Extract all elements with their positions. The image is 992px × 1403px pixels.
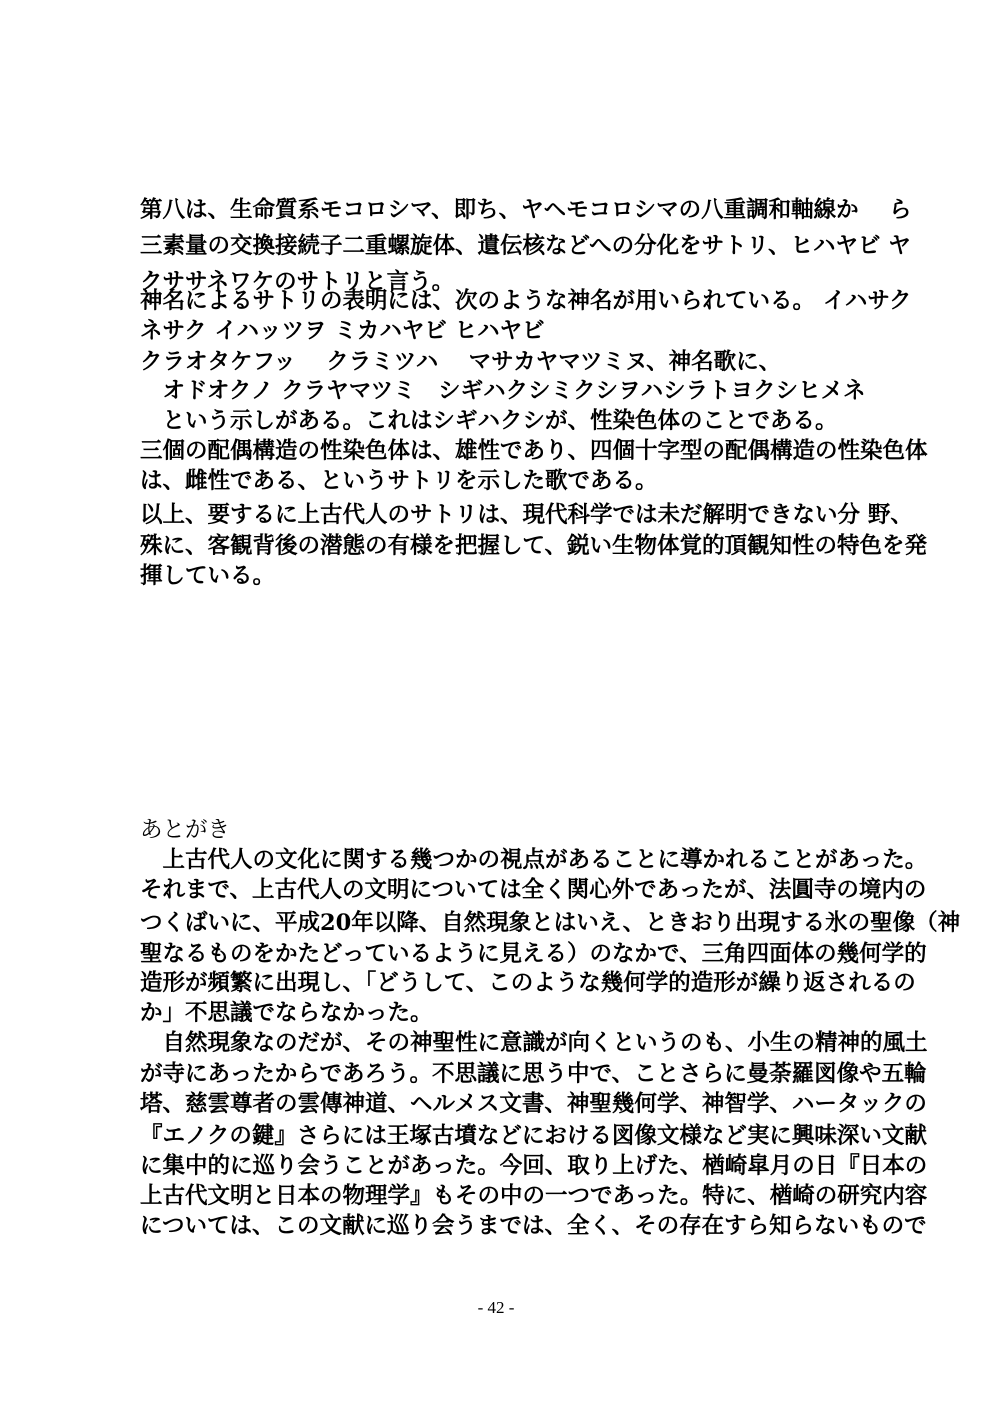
body-text-line: つくばいに、平成20年以降、自然現象とはいえ、ときおり出現する氷の聖像（神 [140,910,961,936]
body-text-line: 三素量の交換接続子二重螺旋体、遺伝核などへの分化をサトリ、ヒハヤビ ヤ [140,233,911,259]
body-text-line: 塔、慈雲尊者の雲傳神道、ヘルメス文書、神聖幾何学、神智学、ハータックの [140,1091,927,1117]
body-text-line: という示しがある。これはシギハクシが、性染色体のことである。 [140,408,838,434]
body-text-line: 聖なるものをかたどっているように見える）のなかで、三角四面体の幾何学的 [140,941,927,967]
body-text-line: 第八は、生命質系モコロシマ、即ち、ヤヘモコロシマの八重調和軸線か ら [140,197,912,223]
body-text-line: クラオタケフッ クラミツハ マサカヤマツミヌ、神名歌に、 [140,349,782,375]
body-text-line: は、雌性である、というサトリを示した歌である。 [140,468,658,494]
body-text-line: 造形が頻繁に出現し、「どうして、このような幾何学的造形が繰り返されるの [140,970,916,996]
body-text-line: に集中的に巡り会うことがあった。今回、取り上げた、楢崎皐月の日『日本の [140,1153,928,1179]
page-number: - 42 - [477,1298,515,1317]
body-text-line: については、この文献に巡り会うまでは、全く、その存在すら知らないもので [140,1213,927,1239]
body-text-line: 『エノクの鍵』さらには王塚古墳などにおける図像文様など実に興味深い文献 [140,1123,927,1149]
body-text-line: が寺にあったからであろう。不思議に思う中で、ことさらに曼荼羅図像や五輪 [140,1061,927,1087]
body-text-line: 揮している。 [140,563,276,589]
body-text-line: 三個の配偶構造の性染色体は、雄性であり、四個十字型の配偶構造の性染色体 [140,438,928,464]
body-text-line: オドオクノ クラヤマツミ シギハクシミクシヲハシラトヨクシヒメネ [140,378,866,404]
body-text-line: 上古代文明と日本の物理学』もその中の一つであった。特に、楢崎の研究内容 [140,1183,928,1209]
body-text-line: ネサク イハッツヲ ミカハヤビ ヒハヤビ [140,318,545,344]
body-text-line: 上古代人の文化に関する幾つかの視点があることに導かれることがあった。 [140,847,928,873]
body-text-line: それまで、上古代人の文明については全く関心外であったが、法圓寺の境内の [140,877,927,903]
body-text-line: 殊に、客観背後の潜態の有様を把握して、鋭い生物体覚的頂観知性の特色を発 [140,533,928,559]
body-text-line: クササネワケのサトリと言う。 [140,269,455,295]
body-text-line: 神名によるサトリの表明には、次のような神名が用いられている。 イハサク [140,288,912,314]
body-text-line: 以上、要するに上古代人のサトリは、現代科学では未だ解明できない分 野、 [140,502,913,528]
body-text-line: 自然現象なのだが、その神聖性に意識が向くというのも、小生の精神的風土 [140,1030,928,1056]
body-text-line: か」不思議でならなかった。 [140,1000,433,1026]
afterword-heading: あとがき [140,817,231,843]
